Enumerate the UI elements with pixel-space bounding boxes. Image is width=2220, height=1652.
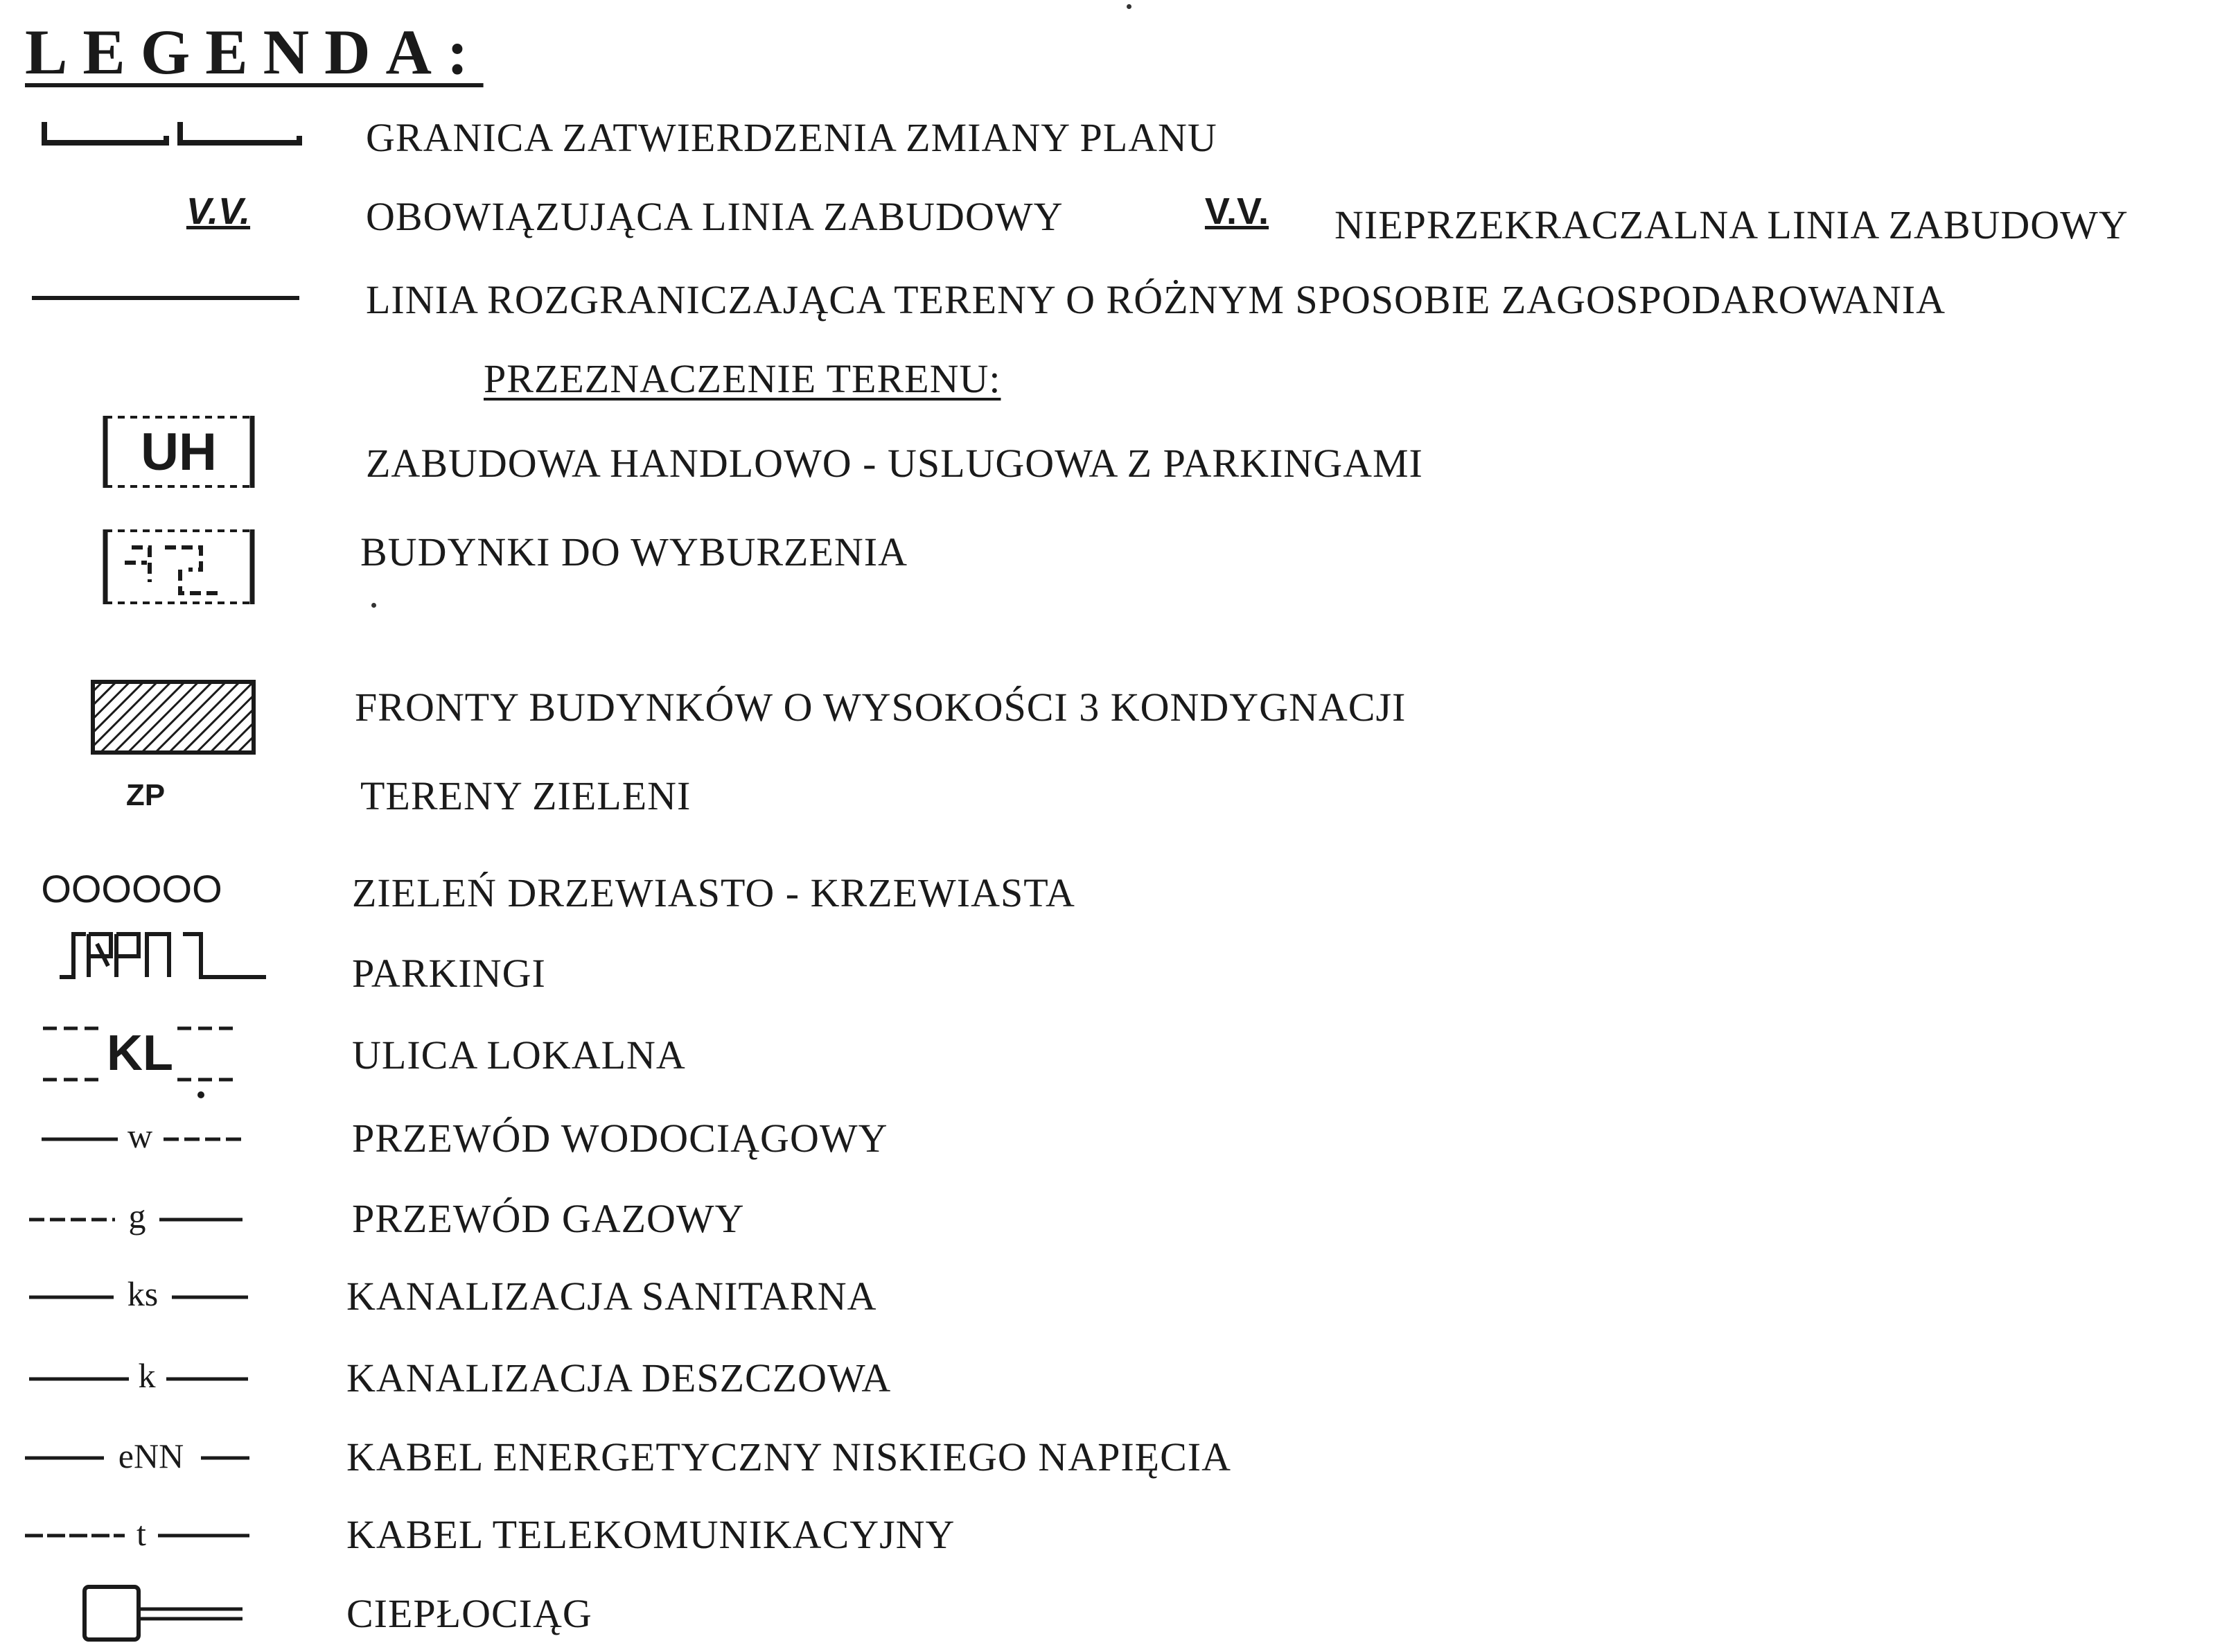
section-heading: PRZEZNACZENIE TERENU:: [484, 356, 1001, 401]
uh-symbol-text: UH: [141, 423, 217, 482]
gas-line-icon: [25, 1195, 247, 1236]
max-building-line-symbol: V.V.: [1204, 191, 1269, 232]
boundary-brackets-icon: [42, 118, 305, 152]
speck: [371, 603, 376, 608]
legend-label: OBOWIĄZUJĄCA LINIA ZABUDOWY: [366, 194, 1064, 239]
legend-label: FRONTY BUDYNKÓW O WYSOKOŚCI 3 KONDYGNACJI: [355, 685, 1407, 730]
demolition-icon: [97, 527, 261, 607]
legend-label: ZABUDOWA HANDLOWO - USLUGOWA Z PARKINGAMI: [366, 441, 1423, 486]
legend-label: LINIA ROZGRANICZAJĄCA TERENY O RÓŻNYM SPOSOBIE ZAGOSPODAROWANIA: [366, 277, 1946, 322]
legend-label: ULICA LOKALNA: [352, 1032, 686, 1078]
legend-label: BUDYNKI DO WYBURZENIA: [360, 529, 908, 574]
legend-title: LEGENDA:: [25, 17, 484, 87]
legend-label: KANALIZACJA SANITARNA: [346, 1274, 877, 1319]
power-cable-icon: [21, 1434, 256, 1476]
legend-label: PRZEWÓD GAZOWY: [352, 1196, 745, 1241]
speck: [1127, 4, 1131, 9]
water-line-icon: [35, 1114, 249, 1156]
solid-line-icon: [30, 284, 301, 312]
legend-label: GRANICA ZATWIERDZENIA ZMIANY PLANU: [366, 115, 1217, 160]
uh-zone-icon: [97, 413, 261, 491]
legend-label: ZIELEŃ DRZEWIASTO - KRZEWIASTA: [352, 870, 1075, 915]
parking-icon: [58, 929, 273, 984]
storm-sewer-icon: [25, 1354, 254, 1396]
mandatory-building-line-symbol: V.V.: [186, 191, 251, 232]
legend-label: PRZEWÓD WODOCIĄGOWY: [352, 1116, 888, 1161]
legend-label: NIEPRZEKRACZALNA LINIA ZABUDOWY: [1334, 202, 2129, 247]
zp-symbol: ZP: [125, 778, 166, 812]
tree-shrub-symbol: OOOOOO: [41, 866, 222, 911]
local-street-icon: [42, 1013, 243, 1103]
legend-label: KABEL TELEKOMUNIKACYJNY: [346, 1512, 955, 1557]
hatched-rect-icon: [90, 679, 256, 755]
legend-label: KABEL ENERGETYCZNY NISKIEGO NAPIĘCIA: [346, 1434, 1231, 1479]
heat-pipe-icon: [76, 1579, 256, 1648]
sanitary-symbol-text: ks: [127, 1274, 159, 1313]
telecom-symbol-text: t: [136, 1514, 146, 1553]
water-symbol-text: w: [127, 1116, 153, 1155]
legend-label: CIEPŁOCIĄG: [346, 1591, 592, 1636]
sanitary-sewer-icon: [25, 1272, 254, 1314]
legend-label: PARKINGI: [352, 951, 546, 996]
storm-symbol-text: k: [138, 1356, 156, 1395]
kl-symbol-text: KL: [107, 1026, 173, 1081]
power-symbol-text: eNN: [118, 1436, 184, 1475]
gas-symbol-text: g: [128, 1197, 146, 1236]
legend-label: KANALIZACJA DESZCZOWA: [346, 1355, 892, 1400]
telecom-cable-icon: [21, 1512, 256, 1554]
legend-label: TERENY ZIELENI: [360, 773, 691, 818]
